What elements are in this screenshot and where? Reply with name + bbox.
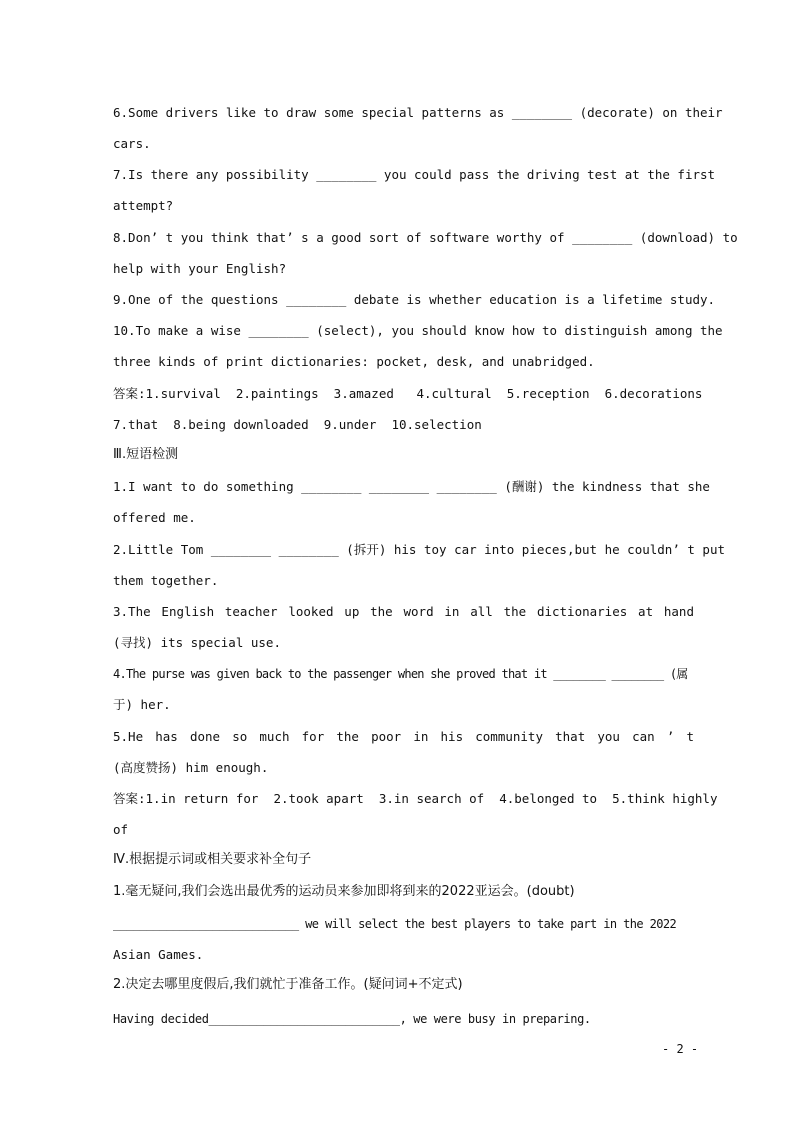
question-9-line-1: 9.One of the questions ________ debate is whether education is a lifetime study. [113, 292, 716, 307]
phrase-1-line-2: offered me. [113, 510, 196, 525]
phrase-3-line-2: (寻找) its special use. [113, 635, 281, 650]
phrase-4-line-2: 于) her. [113, 697, 171, 712]
question-10-line-2: three kinds of print dictionaries: pocket, desk, and unabridged. [113, 354, 595, 369]
question-6-line-2: cars. [113, 136, 151, 151]
question-10-line-1: 10.To make a wise ________ (select), you should know how to distinguish among the [113, 323, 723, 338]
section-heading-complete-sentences: Ⅳ.根据提示词或相关要求补全句子 [113, 852, 312, 867]
phrase-answer-key-line-2: of [113, 822, 129, 837]
phrase-4-line-1: 4.The purse was given back to the passenger when she proved that it ________ ________ (属 [113, 667, 688, 681]
question-8-line-1: 8.Don’ t you think that’ s a good sort of software worthy of ________ (download) to [113, 230, 738, 245]
sentence-1-line-1: ____________________________ we will select the best players to take part in the 2022 [113, 917, 677, 931]
question-6-line-1: 6.Some drivers like to draw some special patterns as ________ (decorate) on their [113, 105, 723, 120]
phrase-answer-key-line-1: 答案:1.in return for 2.took apart 3.in search of 4.belonged to 5.think highly [113, 791, 718, 806]
phrase-1-line-1: 1.I want to do something ________ ________ ________ (酬谢) the kindness that she [113, 479, 710, 494]
sentence-2-prompt: 2.决定去哪里度假后,我们就忙于准备工作。(疑问词+不定式) [113, 977, 463, 992]
section-heading-phrases: Ⅲ.短语检测 [113, 447, 179, 462]
question-8-line-2: help with your English? [113, 261, 287, 276]
phrase-5-line-2: (高度赞扬) him enough. [113, 760, 269, 775]
sentence-1-line-2: Asian Games. [113, 947, 204, 962]
sentence-1-prompt: 1.毫无疑问,我们会选出最优秀的运动员来参加即将到来的2022亚运会。(doubt) [113, 884, 575, 899]
phrase-5-line-1: 5.He has done so much for the poor in his community that you can ’ t [113, 729, 694, 744]
phrase-2-line-2: them together. [113, 573, 219, 588]
sentence-2-line-1: Having decided____________________________, we were busy in preparing. [113, 1012, 591, 1026]
page-number: - 2 - [662, 1042, 699, 1056]
phrase-3-line-1: 3.The English teacher looked up the word in all the dictionaries at hand [113, 604, 694, 619]
question-7-line-1: 7.Is there any possibility ________ you could pass the driving test at the first [113, 167, 716, 182]
answer-key-line-1: 答案:1.survival 2.paintings 3.amazed 4.cultural 5.reception 6.decorations [113, 386, 703, 401]
phrase-2-line-1: 2.Little Tom ________ ________ (拆开) his toy car into pieces,but he couldn’ t put [113, 542, 725, 557]
answer-key-line-2: 7.that 8.being downloaded 9.under 10.selection [113, 417, 482, 432]
question-7-line-2: attempt? [113, 198, 174, 213]
